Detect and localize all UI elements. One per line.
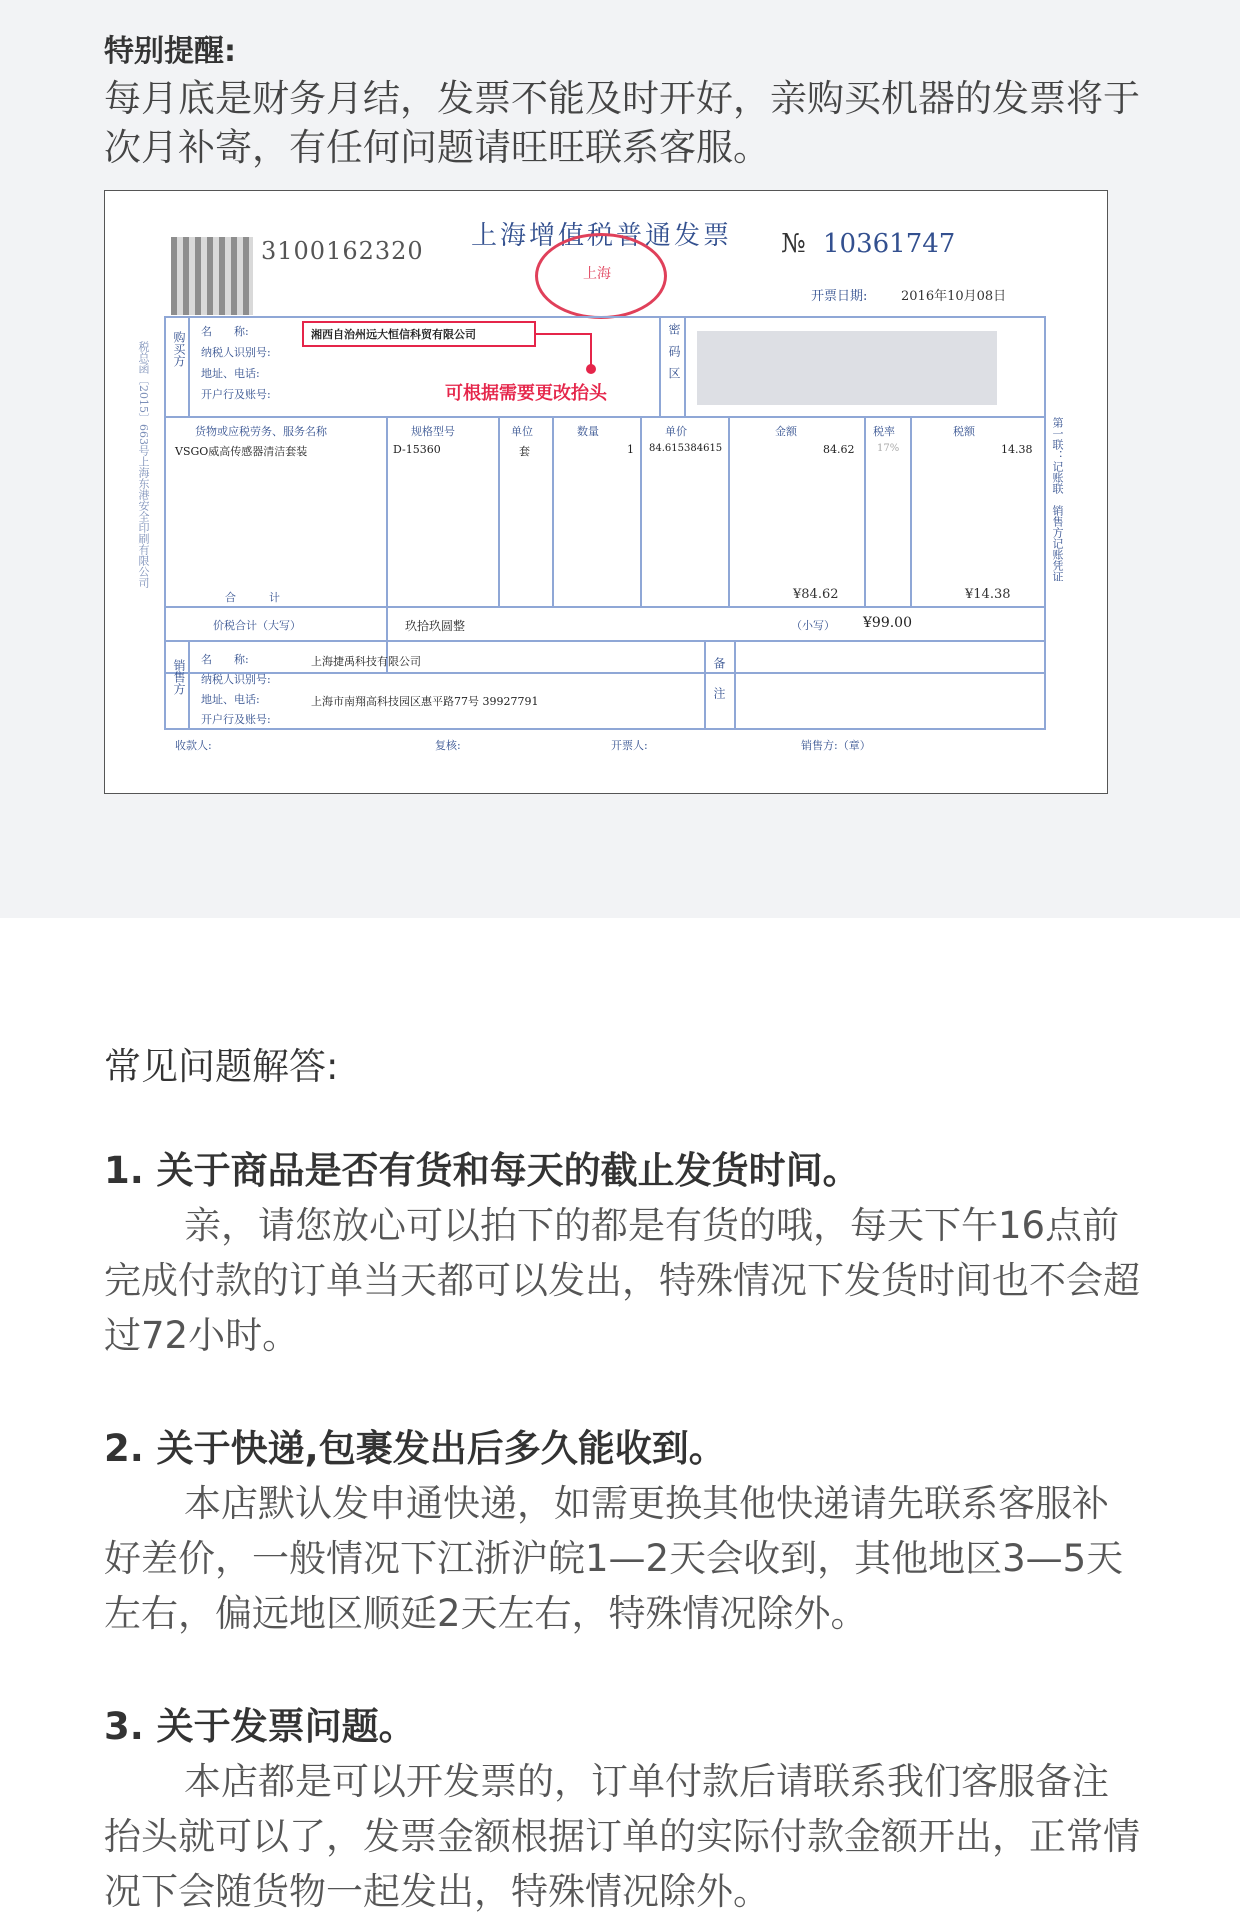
seller-label-taxid: 纳税人识别号:: [201, 673, 271, 686]
total-label: 合 计: [225, 591, 280, 604]
header-name: 货物或应税劳务、服务名称: [195, 425, 327, 438]
side-note-left: 税总函〔2015〕663号上海东港安全印刷有限公司: [137, 341, 150, 588]
sum-label: 价税合计（大写）: [213, 619, 301, 632]
seller-section-label: 销售方: [172, 659, 186, 695]
faq-question-2: 2. 关于快递,包裹发出后多久能收到。: [104, 1427, 726, 1470]
faq-question-1: 1. 关于商品是否有货和每天的截止发货时间。: [104, 1149, 860, 1192]
footer-issuer: 开票人:: [611, 739, 648, 752]
invoice-number-prefix: №: [781, 229, 806, 259]
stamp-text: 上海: [583, 266, 611, 282]
invoice-image: [104, 190, 1108, 794]
buyer-label-taxid: 纳税人识别号:: [201, 346, 271, 359]
buyer-label-name: 名 称:: [201, 325, 249, 338]
change-title-annotation: 可根据需要更改抬头: [445, 383, 607, 404]
sum-upper: 玖拾玖圆整: [405, 619, 466, 633]
header-tax: 税额: [953, 425, 975, 438]
seller-address: 上海市南翔高科技园区惠平路77号 39927791: [311, 695, 539, 708]
header-amount: 金额: [775, 425, 797, 438]
seller-label-bank: 开户行及账号:: [201, 713, 271, 726]
header-unit: 单位: [511, 425, 533, 438]
reminder-section: [0, 0, 1240, 918]
reminder-title: 特别提醒:: [104, 34, 236, 69]
sum-small-label: （小写）: [791, 619, 835, 632]
faq-answer-3: 本店都是可以开发票的，订单付款后请联系我们客服备注抬头就可以了，发票金额根据订单的实际付款金额开出，正常情况下会随货物一起发出，特殊情况除外。: [104, 1760, 1140, 1913]
item-price: 84.615384615: [649, 443, 723, 454]
faq-answer-2: 本店默认发申通快递，如需更换其他快递请先联系客服补好差价，一般情况下江浙沪皖1—2天会收到，其他地区3—5天左右，偏远地区顺延2天左右，特殊情况除外。: [104, 1482, 1124, 1635]
footer-reviewer: 复核:: [435, 739, 461, 752]
item-tax: 14.38: [1001, 443, 1033, 456]
invoice-number: 10361747: [823, 229, 956, 259]
date-label: 开票日期:: [811, 289, 868, 304]
item-name: VSGO威高传感器清洁套装: [175, 445, 308, 458]
seller-label-address: 地址、电话:: [201, 693, 260, 706]
item-amount: 84.62: [823, 443, 855, 456]
invoice-code: 3100162320: [261, 237, 424, 265]
item-model: D-15360: [393, 443, 441, 456]
footer-seller: 销售方:（章）: [801, 739, 871, 752]
total-tax: ¥14.38: [965, 587, 1011, 602]
cipher-label: 密码区: [667, 323, 681, 389]
faq-title: 常见问题解答:: [104, 1045, 339, 1088]
invoice-title: 上海增值税普通发票: [471, 221, 733, 251]
reminder-body: 每月底是财务月结，发票不能及时开好，亲购买机器的发票将于次月补寄，有任何问题请旺旺联系客服。: [104, 77, 1140, 169]
item-rate: 17%: [877, 443, 900, 454]
buyer-label-bank: 开户行及账号:: [201, 388, 271, 401]
faq-answer-1: 亲，请您放心可以拍下的都是有货的哦，每天下午16点前完成付款的订单当天都可以发出，特殊情况下发货时间也不会超过72小时。: [104, 1204, 1140, 1357]
invoice-date: 2016年10月08日: [901, 289, 1007, 304]
footer-receiver: 收款人:: [175, 739, 212, 752]
buyer-section-label: 购买方: [172, 331, 186, 367]
seller-name: 上海捷禹科技有限公司: [311, 655, 421, 668]
header-rate: 税率: [873, 425, 895, 438]
buyer-name: 湘西自治州远大恒信科贸有限公司: [311, 328, 476, 341]
total-amount: ¥84.62: [793, 587, 839, 602]
header-qty: 数量: [577, 425, 599, 438]
faq-question-3: 3. 关于发票问题。: [104, 1705, 416, 1748]
remark-label: 备注: [712, 657, 726, 717]
header-model: 规格型号: [411, 425, 455, 438]
seller-label-name: 名 称:: [201, 653, 249, 666]
side-note-right: 第一联：记账联 销售方记账凭证: [1051, 417, 1064, 582]
item-unit: 套: [519, 445, 530, 458]
sum-small: ¥99.00: [863, 615, 912, 631]
header-price: 单价: [665, 425, 687, 438]
item-qty: 1: [627, 443, 634, 456]
buyer-label-address: 地址、电话:: [201, 367, 260, 380]
